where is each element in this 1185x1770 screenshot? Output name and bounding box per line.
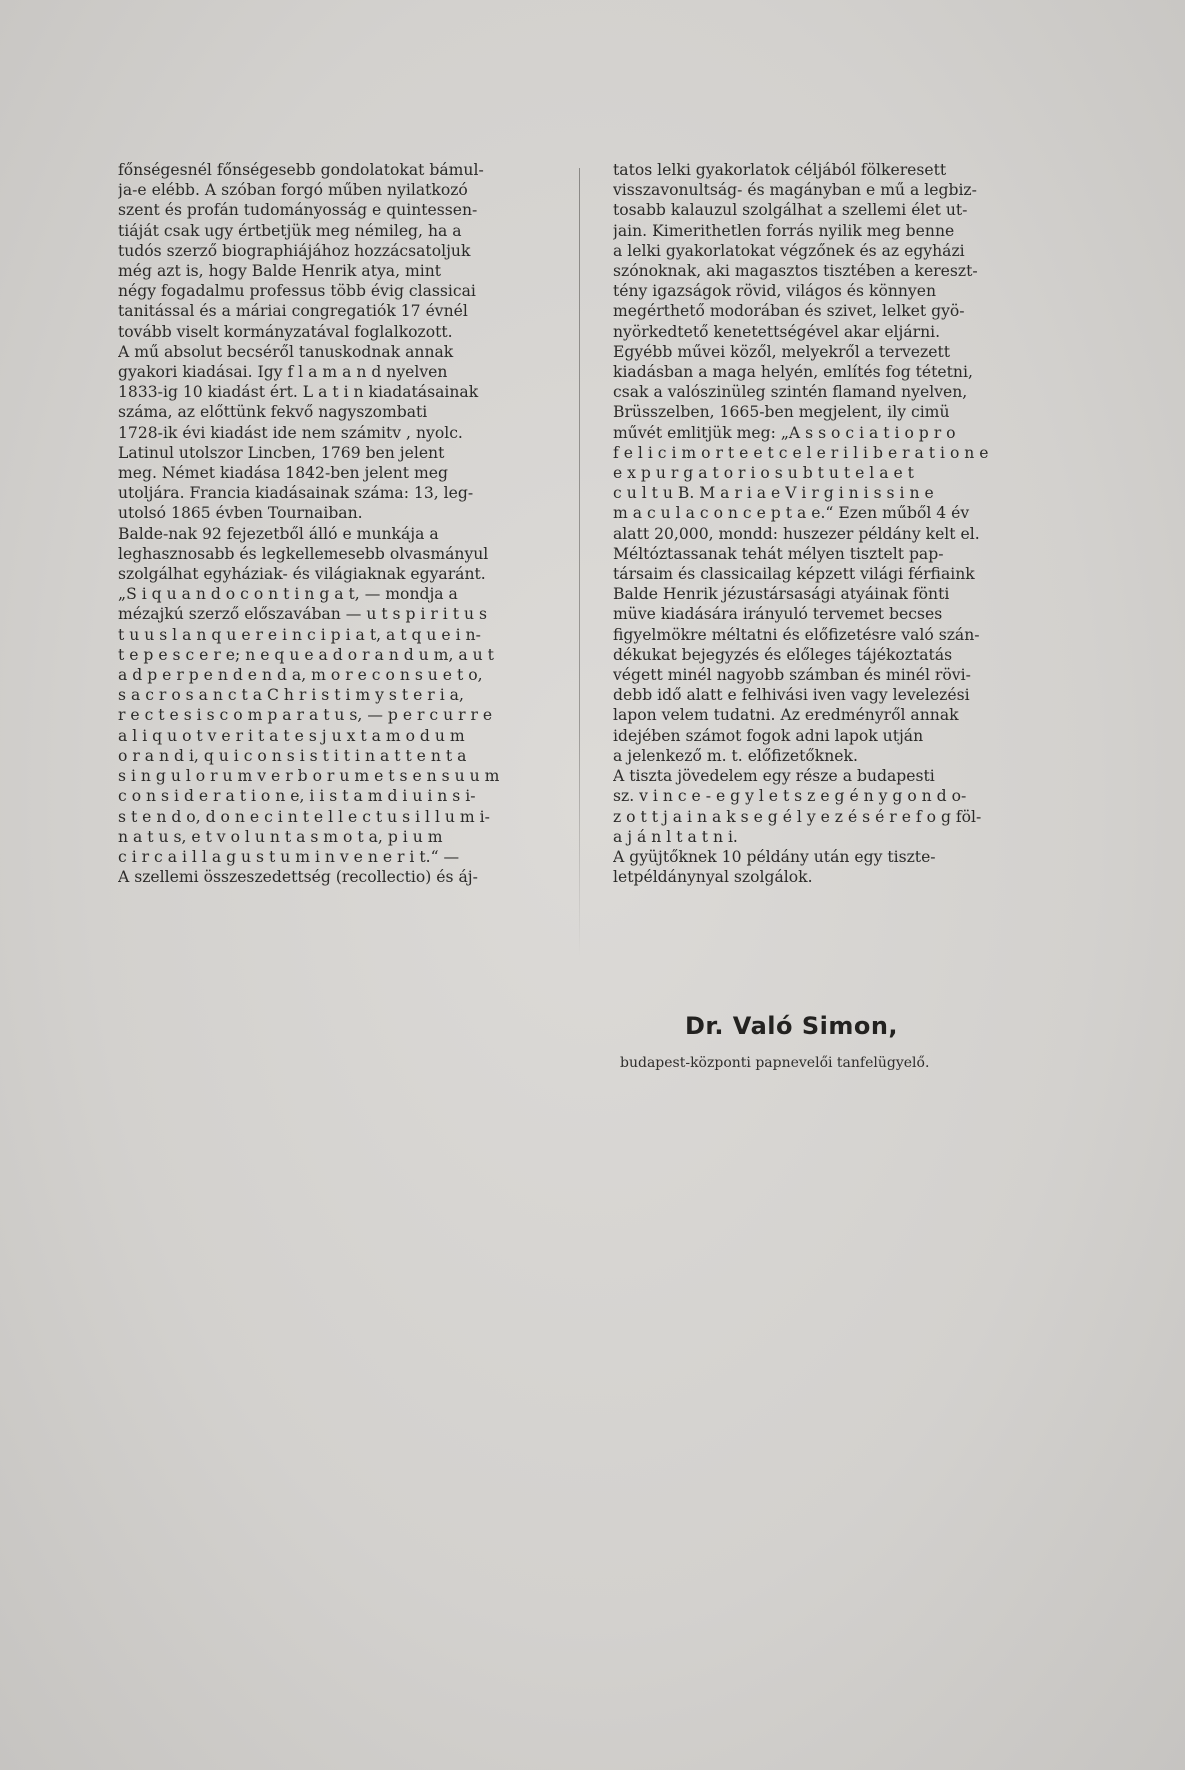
text-line: 1833-ig 10 kiadást ért. L a t i n kiadatásainak	[118, 383, 479, 402]
text-line: f e l i c i m o r t e e t c e l e r i l i b e r a t i o n e	[613, 443, 989, 462]
text-line: A szellemi összeszedettség (recollectio) és áj-	[118, 868, 478, 887]
text-line: tiáját csak ugy értbetjük meg némileg, ha a	[118, 221, 462, 240]
text-line: müve kiadására irányuló tervemet becses	[613, 605, 943, 624]
text-line: csak a valószinüleg szintén flamand nyelven,	[613, 383, 968, 402]
text-line: e x p u r g a t o r i o s u b t u t e l a e t	[613, 464, 914, 483]
text-line: dékukat bejegyzés és előleges tájékoztatás	[613, 645, 953, 664]
text-line: a d p e r p e n d e n d a, m o r e c o n s u e t o,	[118, 666, 483, 685]
text-line: m a c u l a c o n c e p t a e.“ Ezen műből 4 év	[613, 504, 970, 523]
left-text-column	[118, 160, 566, 887]
text-line: még azt is, hogy Balde Henrik atya, mint	[118, 262, 442, 281]
text-line: z o t t j a i n a k s e g é l y e z é s é r e f o g föl-	[613, 807, 982, 826]
text-line: kiadásban a maga helyén, említés fog tétetni,	[613, 363, 973, 382]
text-line: jain. Kimerithetlen forrás nyilik meg benne	[613, 221, 955, 240]
text-line: szónoknak, aki magasztos tisztében a kereszt-	[613, 262, 978, 281]
text-line: c o n s i d e r a t i o n e, i i s t a m d i u i n s i-	[118, 787, 476, 806]
signature-name: Dr. Való Simon,	[685, 1012, 899, 1040]
text-line: tatos lelki gyakorlatok céljából fölkeresett	[613, 161, 947, 179]
text-line: száma, az előttünk fekvő nagyszombati	[118, 403, 428, 422]
column-divider	[579, 168, 580, 958]
text-line: a jelenkező m. t. előfizetőknek.	[613, 746, 858, 765]
text-line: A tiszta jövedelem egy része a budapesti	[613, 767, 935, 786]
text-line: a lelki gyakorlatokat végzőnek és az egyházi	[613, 241, 965, 260]
text-line: idejében számot fogok adni lapok utján	[613, 726, 924, 745]
text-line: megérthető modorában és szivet, lelket gyö-	[613, 302, 965, 321]
text-line: s t e n d o, d o n e c i n t e l l e c t u s i l l u m i-	[118, 807, 490, 826]
text-line: c i r c a i l l a g u s t u m i n v e n e r i t.“ —	[118, 847, 460, 866]
text-line: végett minél nagyobb számban és minél rövi-	[613, 666, 971, 685]
text-line: Brüsszelben, 1665-ben megjelent, ily cimü	[613, 403, 950, 422]
text-line: ja-e elébb. A szóban forgó műben nyilatkozó	[118, 181, 468, 200]
text-line: Egyébb művei közől, melyekről a tervezett	[613, 342, 950, 361]
text-line: Latinul utolszor Lincben, 1769 ben jelent	[118, 443, 445, 462]
text-line: Balde Henrik jézustársasági atyáinak fönti	[613, 585, 950, 604]
text-line: tanitással és a máriai congregatiók 17 évnél	[118, 302, 468, 321]
right-text-column	[613, 160, 1053, 887]
text-line: alatt 20,000, mondd: huszezer példány kelt el.	[613, 524, 980, 543]
signature-title: budapest-központi papnevelői tanfelügyelő.	[620, 1055, 930, 1071]
text-line: társaim és classicailag képzett világi férfiaink	[613, 565, 975, 584]
text-line: főnségesnél főnségesebb gondolatokat bámul-	[118, 161, 484, 179]
text-line: négy fogadalmu professus több évig classicai	[118, 282, 476, 301]
text-line: r e c t e s i s c o m p a r a t u s, — p e r c u r r e	[118, 706, 493, 725]
text-line: t e p e s c e r e; n e q u e a d o r a n d u m, a u t	[118, 645, 494, 664]
text-line: c u l t u B. M a r i a e V i r g i n i s s i n e	[613, 484, 934, 503]
text-line: meg. Német kiadása 1842-ben jelent meg	[118, 464, 448, 483]
text-line: visszavonultság- és magányban e mű a legbiz-	[613, 181, 977, 200]
text-line: tovább viselt kormányzatával foglalkozott.	[118, 322, 453, 341]
text-line: „S i q u a n d o c o n t i n g a t, — mondja a	[118, 585, 458, 604]
text-line: tény igazságok rövid, világos és könnyen	[613, 282, 936, 301]
text-line: n a t u s, e t v o l u n t a s m o t a, p i u m	[118, 827, 443, 846]
text-line: művét emlitjük meg: „A s s o c i a t i o p r o	[613, 423, 956, 442]
text-line: t u u s l a n q u e r e i n c i p i a t, a t q u e i n-	[118, 625, 481, 644]
text-line: lapon velem tudatni. Az eredményről annak	[613, 706, 959, 725]
text-line: szolgálhat egyháziak- és világiaknak egyaránt.	[118, 565, 486, 584]
text-line: utolsó 1865 évben Tournaiban.	[118, 504, 363, 523]
text-line: a l i q u o t v e r i t a t e s j u x t a m o d u m	[118, 726, 465, 745]
text-line: s i n g u l o r u m v e r b o r u m e t s e n s u u m	[118, 767, 500, 786]
text-line: debb idő alatt e felhivási iven vagy levelezési	[613, 686, 970, 705]
text-line: Méltóztassanak tehát mélyen tisztelt pap-	[613, 544, 944, 563]
text-line: letpéldánynyal szolgálok.	[613, 868, 813, 887]
text-line: A mű absolut becséről tanuskodnak annak	[118, 342, 454, 361]
text-line: tosabb kalauzul szolgálhat a szellemi élet ut-	[613, 201, 968, 220]
text-line: mézajkú szerző előszavában — u t s p i r i t u s	[118, 605, 487, 624]
text-line: Balde-nak 92 fejezetből álló e munkája a	[118, 524, 439, 543]
text-line: 1728-ik évi kiadást ide nem számitv , nyolc.	[118, 423, 463, 442]
text-line: figyelmökre méltatni és előfizetésre való szán-	[613, 625, 980, 644]
text-line: gyakori kiadásai. Igy f l a m a n d nyelven	[118, 363, 448, 382]
text-line: utoljára. Francia kiadásainak száma: 13, leg-	[118, 484, 474, 503]
text-line: o r a n d i, q u i c o n s i s t i t i n a t t e n t a	[118, 746, 467, 765]
text-line: leghasznosabb és legkellemesebb olvasmányul	[118, 544, 489, 563]
text-line: A gyüjtőknek 10 példány után egy tiszte-	[613, 847, 936, 866]
text-line: sz. v i n c e - e g y l e t s z e g é n y g o n d o-	[613, 787, 967, 806]
text-line: tudós szerző biographiájához hozzácsatoljuk	[118, 241, 471, 260]
text-line: nyörkedtető kenetettségével akar eljárni.	[613, 322, 941, 341]
text-line: s a c r o s a n c t a C h r i s t i m y s t e r i a,	[118, 686, 464, 705]
text-line: szent és profán tudományosság e quintessen-	[118, 201, 478, 220]
text-line: a j á n l t a t n i.	[613, 827, 738, 846]
